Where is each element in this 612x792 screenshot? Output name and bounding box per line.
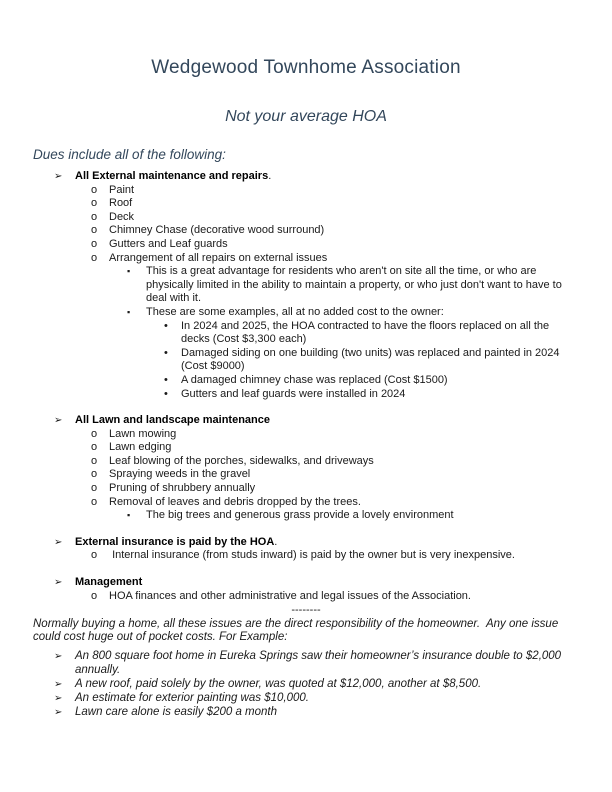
arrow-bullet-icon: ➢ [54,692,63,704]
list-item [33,441,579,455]
list-item [33,306,579,320]
arrow-bullet-icon: ➢ [54,577,63,589]
list-item [33,536,579,550]
list-item-text: Chimney Chase (decorative wood surround) [109,224,325,237]
arrow-bullet-icon: ➢ [54,706,63,718]
arrow-bullet-icon: ➢ [54,536,63,548]
list-item [33,496,579,510]
arrow-bullet-icon: ➢ [54,651,63,662]
list-item-text: An estimate for exterior painting was $10,000. [75,691,309,704]
examples-bullet-list [33,650,579,719]
list-item [33,211,579,225]
list-spacer [33,401,579,414]
circle-bullet-icon: o [91,589,98,602]
list-item-text: Removal of leaves and debris dropped by the trees. [109,495,361,508]
list-item-text: Leaf blowing of the porches, sidewalks, and driveways [109,454,374,467]
circle-bullet-icon: o [91,251,98,264]
list-spacer [33,563,579,576]
list-item [33,549,579,563]
list-item [33,414,579,428]
circle-bullet-icon: o [91,468,98,481]
list-item [33,576,579,590]
list-item [33,692,579,706]
list-item [33,388,579,402]
list-item-text: External insurance is paid by the HOA [75,535,275,548]
list-item [33,509,579,523]
circle-bullet-icon: o [91,495,98,508]
dot-bullet-icon: • [164,373,168,386]
list-item [33,678,579,692]
list-item [33,706,579,720]
arrow-bullet-icon: ➢ [54,415,63,427]
list-item [33,650,579,677]
list-item [33,455,579,469]
dot-bullet-icon: • [164,387,168,400]
list-item [33,347,579,374]
list-item-text: These are some examples, all at no added cost to the owner: [146,305,444,318]
list-item-text: Damaged siding on one building (two units) was replaced and painted in 2024 (Cost $9000) [181,346,563,373]
list-item-text: Lawn care alone is easily $200 a month [75,705,278,718]
list-item [33,320,579,347]
list-item [33,482,579,496]
intro-line: Dues include all of the following: [33,147,226,162]
list-item-text: Spraying weeds in the gravel [109,468,251,481]
list-item-text: Gutters and Leaf guards [109,237,228,250]
list-item [33,428,579,442]
list-item-text: This is a great advantage for residents who aren't on site all the time, or who are physically limited in the ability to maintain a property, or who just don't want to have to deal with it. [146,265,565,305]
list-item [33,224,579,238]
list-item-text: All Lawn and landscape maintenance [75,414,270,427]
circle-bullet-icon: o [91,224,98,237]
list-item-suffix: . [268,170,272,182]
dot-bullet-icon: • [164,346,168,359]
list-item [33,590,579,604]
list-item-text: A new roof, paid solely by the owner, was quoted at $12,000, another at $8,500. [75,677,482,690]
list-item [33,170,579,184]
list-item-text: The big trees and generous grass provide a lovely environment [146,509,454,522]
list-item-text: An 800 square foot home in Eureka Springs saw their homeowner’s insurance double to $2,000 annually. [75,650,565,676]
circle-bullet-icon: o [91,441,98,454]
square-bullet-icon: ▪ [127,510,131,521]
circle-bullet-icon: o [91,482,98,495]
list-item-text: HOA finances and other administrative and legal issues of the Association. [109,589,471,602]
circle-bullet-icon: o [91,427,98,440]
list-item-text: Paint [109,183,135,196]
document-subtitle: Not your average HOA [225,108,387,125]
circle-bullet-icon: o [91,237,98,250]
list-item-text: Management [75,576,143,589]
list-item [33,374,579,388]
list-item-text: Gutters and leaf guards were installed in 2024 [181,387,406,400]
list-item-text: Roof [109,197,133,210]
list-item-text: Lawn edging [109,441,172,454]
circle-bullet-icon: o [91,197,98,210]
list-item-text: All External maintenance and repairs [75,170,269,182]
list-item [33,265,579,306]
list-item [33,197,579,211]
circle-bullet-icon: o [91,549,98,562]
section-divider: -------- [291,604,321,617]
list-item-text: A damaged chimney chase was replaced (Cost $1500) [181,373,448,386]
list-item-text: Arrangement of all repairs on external issues [109,251,328,264]
circle-bullet-icon: o [91,210,98,223]
arrow-bullet-icon: ➢ [54,171,63,182]
list-item-text: Deck [109,210,135,223]
dot-bullet-icon: • [164,319,168,332]
page-content [33,0,579,720]
list-item [33,252,579,266]
list-item-text: Pruning of shrubbery annually [109,482,256,495]
arrow-bullet-icon: ➢ [54,678,63,690]
circle-bullet-icon: o [91,183,98,196]
square-bullet-icon: ▪ [127,266,131,277]
list-item [33,468,579,482]
outro-paragraph: Normally buying a home, all these issues are the direct responsibility of the homeowner. Any one issue could cost huge out of pocket costs. For Example: [33,617,562,644]
list-item [33,184,579,198]
list-item-text: In 2024 and 2025, the HOA contracted to have the floors replaced on all the decks (Cost $3,300 each) [181,319,553,346]
document-title: Wedgewood Townhome Association [151,57,461,78]
circle-bullet-icon: o [91,454,98,467]
list-item-text: Lawn mowing [109,427,177,440]
list-item-text: Internal insurance (from studs inward) is paid by the owner but is very inexpensive. [109,549,515,562]
dues-bullet-list [33,170,579,603]
list-item [33,238,579,252]
square-bullet-icon: ▪ [127,306,131,317]
list-item-suffix: . [274,535,278,548]
list-spacer [33,523,579,536]
